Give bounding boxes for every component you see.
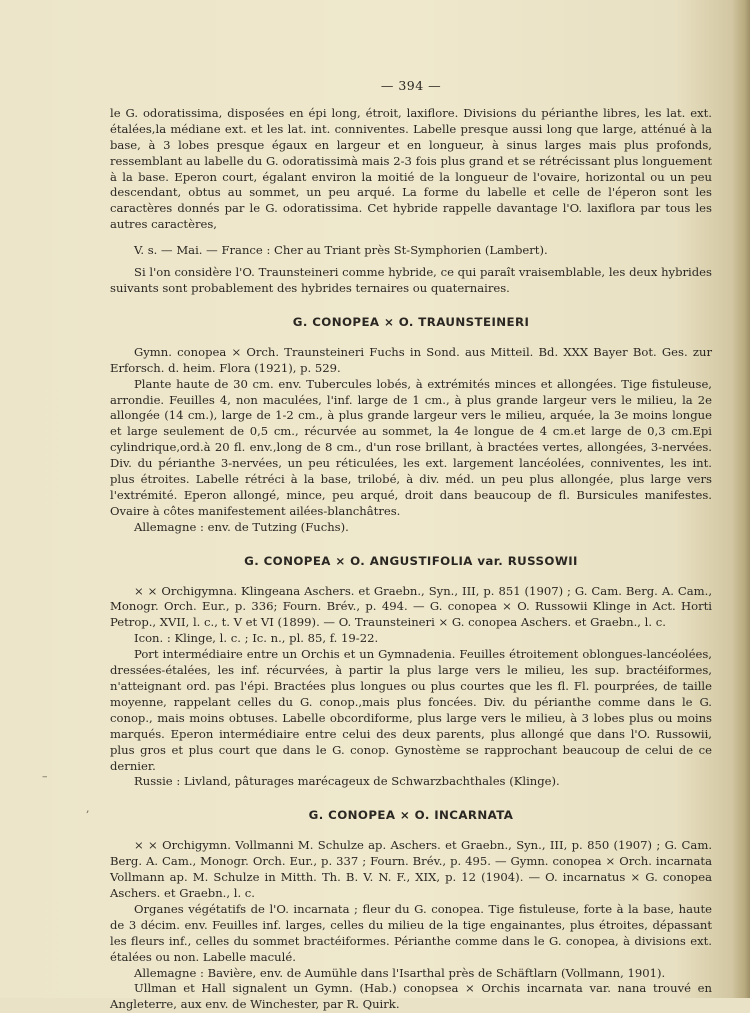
synonymy-paragraph: × × Orchigymna. Klingeana Aschers. et Graebn., Syn., III, p. 851 (1907) ; G. Cam. Berg. A. Cam., Monogr. Orch. Eur., p. 336; Fourn. Brév., p. 494. — G. conopea × O. Russowii Klinge in Act. Horti Petrop., XVII, l. c., t. V et VI (1899). — O. Traunsteineri × G. conopea Aschers. et Graebn., l. c. bbox=[110, 583, 712, 630]
description-paragraph: Organes végétatifs de l'O. incarnata ; fleur du G. conopea. Tige fistuleuse, forte à la base, haute de 3 décim. env. Feuilles inf. larges, celles du milieu de la tige engainantes, plus étroites, dépassant les fleurs inf., celles du sommet bractéiformes. Périanthe comme dans le G. conopea, à divisions ext. étalées ou non. Labelle maculé. bbox=[110, 901, 712, 964]
synonymy-paragraph: × × Orchigymn. Vollmanni M. Schulze ap. Aschers. et Graebn., Syn., III, p. 850 (1907) ; G. Cam. Berg. A. Cam., Monogr. Orch. Eur., p. 337 ; Fourn. Brév., p. 495. — Gymn. conopea × Orch. incarnata Vollmann ap. M. Schulze in Mitth. Th. B. V. N. F., XIX, p. 12 (1904). — O. incarnatus × G. conopea Aschers. et Graebn., l. c. bbox=[110, 838, 712, 900]
description-paragraph: Port intermédiaire entre un Orchis et un Gymnadenia. Feuilles étroitement oblongues-lancéolées, dressées-étalées, les inf. récurvées, à partir la plus large vers le milieu, les sup. bractéiformes, n'atteignant ord. pas l'épi. Bractées plus longues ou plus courtes que les fl. Fl. pourprées, de taille moyenne, rappelant celles du G. conop.,mais plus foncées. Div. du périanthe comme dans le G. conop., mais moins obtuses. Labelle obcordiforme, plus large vers le milieu, à 3 lobes plus ou moins marqués. Eperon intermédiaire entre celui des deux parents, plus allongé que dans l'O. Russowii, plus gros et plus court que dans le G. conop. Gynostème se rapprochant beaucoup de celui de ce dernier. bbox=[110, 647, 712, 773]
intro-paragraph-1: le G. odoratissima, disposées en épi long, étroit, laxiflore. Divisions du périanthe libres, les lat. ext. étalées,la médiane ext. et les lat. int. conniventes. Labelle presque aussi long que large, atténué à la base, à 3 lobes presque égaux en largeur et en longueur, à sinus larges mais plus profonds, ressemblant au labelle du G. odoratissimà mais 2-3 fois plus grand et se rétrécissant plus longuement à la base. Eperon court, égalant environ la moitié de la longueur de l'ovaire, horizontal ou un peu descendant, obtus au sommet, un peu arqué. La forme du labelle et celle de l'éperon sont les caractères donnés par le G. odoratissima. Cet hybride rappelle davantage l'O. laxiflora par tous les autres caractères, bbox=[110, 105, 712, 232]
distribution-paragraph: Allemagne : Bavière, env. de Aumühle dans l'Isarthal près de Schäftlarn (Vollmann, 1901). bbox=[134, 965, 666, 980]
intro-paragraph-2: V. s. — Mai. — France : Cher au Triant près St-Symphorien (Lambert). bbox=[134, 243, 548, 258]
note-paragraph: Ullman et Hall signalent un Gymn. (Hab.) conopsea × Orchis incarnata var. nana trouvé en Angleterre, aux env. de Winchester, par R. Quirk. bbox=[110, 981, 712, 1012]
page-number: — 394 — bbox=[380, 78, 442, 93]
icon-paragraph: Icon. : Klinge, l. c. ; Ic. n., pl. 85, f. 19-22. bbox=[134, 631, 379, 646]
margin-mark: , bbox=[86, 802, 90, 815]
page-spine-shadow bbox=[732, 0, 750, 998]
distribution-paragraph: Russie : Livland, pâturages marécageux de Schwarzbachthales (Klinge). bbox=[134, 774, 560, 789]
page-content bbox=[110, 78, 712, 1013]
section-heading-russowii: G. CONOPEA × O. ANGUSTIFOLIA var. RUSSOWII bbox=[244, 553, 578, 568]
section-heading-incarnata: G. CONOPEA × O. INCARNATA bbox=[308, 808, 514, 823]
description-paragraph: Plante haute de 30 cm. env. Tubercules lobés, à extrémités minces et allongées. Tige fistuleuse, arrondie. Feuilles 4, non maculées, l'inf. large de 1 cm., à plus grande largeur vers le milieu, la 2e allongée (14 cm.), large de 1-2 cm., à plus grande largeur vers le milieu, arquée, la 3e moins longue et large seulement de 0,5 cm., récurvée au sommet, la 4e longue de 4 cm.et large de 0,3 cm.Epi cylindrique,ord.à 20 fl. env.,long de 8 cm., d'un rose brillant, à bractées vertes, allongées, 3-nervées. Div. du périanthe 3-nervées, un peu réticulées, les ext. largement lancéolées, conniventes, les int. plus étroites. Labelle rétréci à la base, trilobé, à div. méd. un peu plus allongée, plus large vers l'extrémité. Eperon allongé, mince, peu arqué, droit dans beaucoup de fl. Bursicules manifestes. Ovaire à côtes manifestement ailées-blanchâtres. bbox=[110, 376, 712, 518]
intro-paragraph-3: Si l'on considère l'O. Traunsteineri comme hybride, ce qui paraît vraisemblable, les deux hybrides suivants sont probablement des hybrides ternaires ou quaternaires. bbox=[110, 265, 712, 295]
distribution-paragraph: Allemagne : env. de Tutzing (Fuchs). bbox=[134, 519, 349, 534]
synonymy-paragraph: Gymn. conopea × Orch. Traunsteineri Fuchs in Sond. aus Mitteil. Bd. XXX Bayer Bot. Ges. zur Erforsch. d. heim. Flora (1921), p. 529. bbox=[110, 344, 712, 375]
margin-mark: – bbox=[42, 770, 48, 783]
section-heading-traunsteineri: G. CONOPEA × O. TRAUNSTEINERI bbox=[292, 314, 530, 329]
